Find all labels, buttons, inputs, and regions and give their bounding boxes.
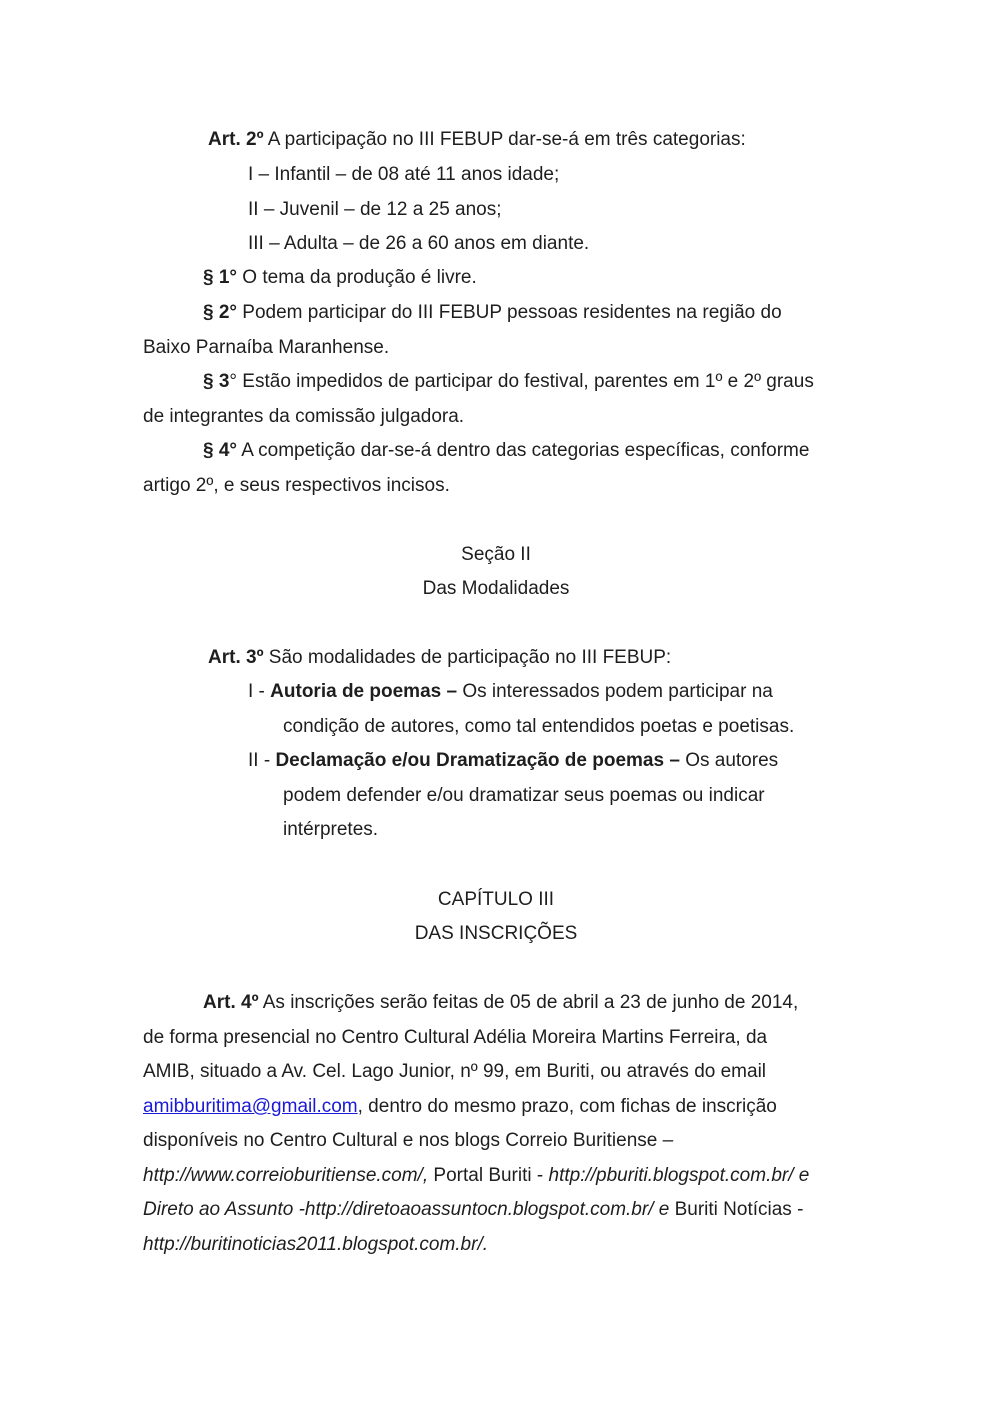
art4-line-5: disponíveis no Centro Cultural e nos blogs Correio Buritiense – <box>143 1130 674 1151</box>
art4-line-3: AMIB, situado a Av. Cel. Lago Junior, nº 99, em Buriti, ou através do email <box>143 1061 767 1082</box>
art2-paragraph-3-line-1 <box>203 370 850 394</box>
correio-buritiense-url: http://www.correioburitiense.com/, <box>143 1165 429 1186</box>
section-title: Seção II <box>461 544 531 565</box>
art4-line-2: de forma presencial no Centro Cultural Adélia Moreira Martins Ferreira, da <box>143 1027 768 1048</box>
art3-item-2-line-1 <box>248 749 850 773</box>
art3-item-2-line-3: intérpretes. <box>283 819 379 840</box>
art2-paragraph-2-line-1 <box>203 301 850 325</box>
art3-label: Art. 3º <box>208 647 264 668</box>
art4-line-6-text: Portal Buriti - <box>428 1165 549 1186</box>
item-1-prefix: I - <box>248 681 271 702</box>
paragraph-4-text: A competição dar-se-á dentro das categorias específicas, conforme <box>237 440 810 461</box>
paragraph-4-label: § 4° <box>203 440 238 461</box>
art2-paragraph-2-line-2: Baixo Parnaíba Maranhense. <box>143 337 390 358</box>
art4-line-4 <box>143 1095 850 1119</box>
art2-label: Art. 2º <box>208 129 264 150</box>
paragraph-3-text: ° Estão impedidos de participar do festival, parentes em 1º e 2º graus <box>229 371 814 392</box>
buriti-noticias-url: http://buritinoticias2011.blogspot.com.br/. <box>143 1234 489 1255</box>
art4-line-4-text: , dentro do mesmo prazo, com fichas de inscrição <box>357 1096 777 1117</box>
art2-text: A participação no III FEBUP dar-se-á em três categorias: <box>263 129 746 150</box>
art3-heading <box>208 646 671 670</box>
email-link[interactable]: amibburitima@gmail.com <box>143 1096 358 1117</box>
chapter-title: CAPÍTULO III <box>437 889 555 910</box>
pburiti-url: http://pburiti.blogspot.com.br/ e <box>548 1165 810 1186</box>
art4-label: Art. 4º <box>203 992 259 1013</box>
item-1-text: Os interessados podem participar na <box>457 681 773 702</box>
art2-item-1: I – Infantil – de 08 até 11 anos idade; <box>248 164 560 185</box>
art3-item-1-line-1 <box>248 680 850 704</box>
chapter-subtitle: DAS INSCRIÇÕES <box>414 923 578 944</box>
paragraph-2-text: Podem participar do III FEBUP pessoas residentes na região do <box>237 302 782 323</box>
art4-line-1 <box>203 991 850 1015</box>
item-2-title: Declamação e/ou Dramatização de poemas – <box>275 750 680 771</box>
art4-line-8 <box>143 1233 488 1257</box>
direto-ao-assunto-url: Direto ao Assunto -http://diretoaoassuntocn.blogspot.com.br/ e <box>143 1199 670 1220</box>
art2-paragraph-4-line-2: artigo 2º, e seus respectivos incisos. <box>143 475 450 496</box>
item-1-title: Autoria de poemas – <box>270 681 458 702</box>
art2-paragraph-4-line-1 <box>203 439 850 463</box>
item-2-text: Os autores <box>679 750 779 771</box>
art4-line-6 <box>143 1164 850 1188</box>
art4-line-7-text: Buriti Notícias - <box>669 1199 804 1220</box>
paragraph-2-label: § 2° <box>203 302 238 323</box>
art4-text: As inscrições serão feitas de 05 de abril a 23 de junho de 2014, <box>258 992 799 1013</box>
paragraph-3-label: § 3 <box>203 371 230 392</box>
art3-item-1-line-2: condição de autores, como tal entendidos poetas e poetisas. <box>283 716 795 737</box>
paragraph-1-label: § 1° <box>203 267 238 288</box>
art2-item-3: III – Adulta – de 26 a 60 anos em diante. <box>248 233 590 254</box>
art4-line-7 <box>143 1198 850 1222</box>
art2-item-2: II – Juvenil – de 12 a 25 anos; <box>248 199 502 220</box>
art2-heading <box>208 128 746 152</box>
art3-item-2-line-2: podem defender e/ou dramatizar seus poemas ou indicar <box>283 785 765 806</box>
art3-text: São modalidades de participação no III FEBUP: <box>263 647 672 668</box>
section-subtitle: Das Modalidades <box>422 578 570 599</box>
paragraph-1-text: O tema da produção é livre. <box>237 267 477 288</box>
art2-paragraph-1 <box>203 266 477 290</box>
art2-paragraph-3-line-2: de integrantes da comissão julgadora. <box>143 406 465 427</box>
item-2-prefix: II - <box>248 750 276 771</box>
